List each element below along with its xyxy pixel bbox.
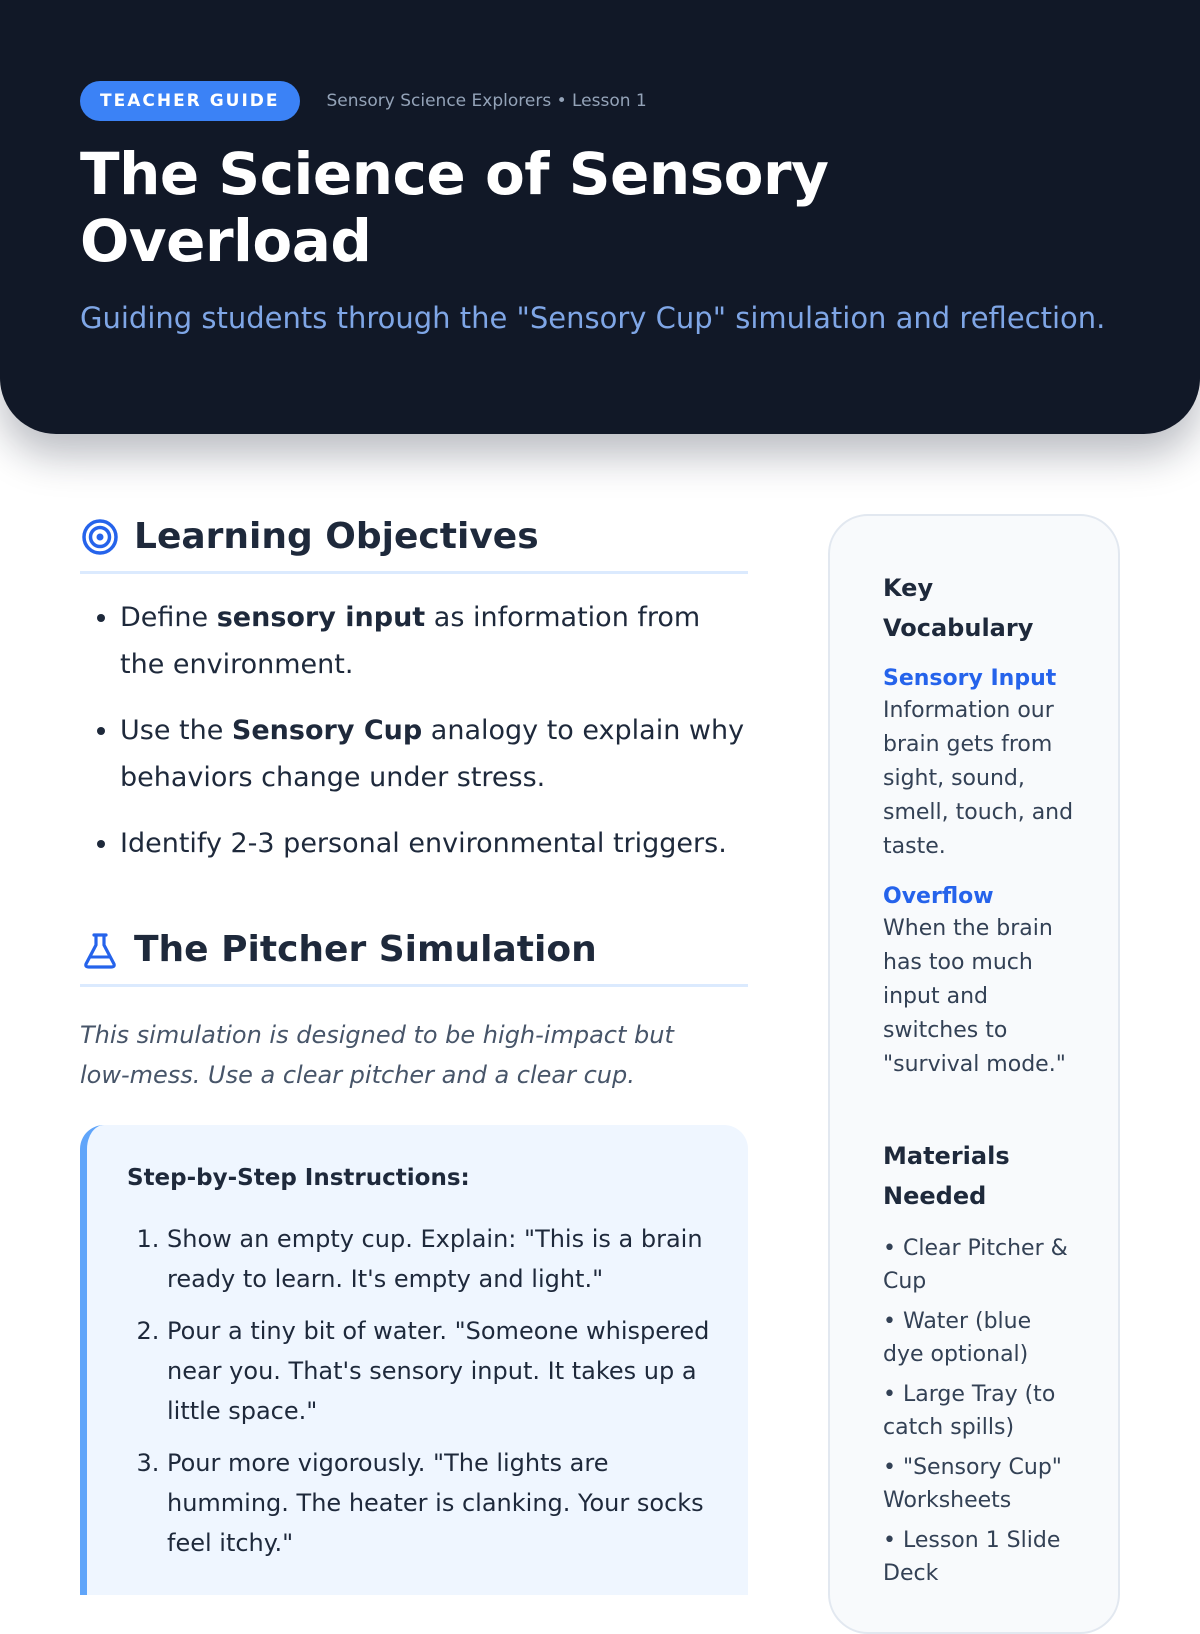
material-item: • Water (blue dye optional) bbox=[883, 1309, 1032, 1367]
simulation-intro: This simulation is designed to be high-impact but low-mess. Use a clear pitcher and a clear cup. bbox=[80, 1021, 674, 1089]
objectives-heading: Learning Objectives bbox=[134, 516, 539, 557]
instructions-list bbox=[127, 1219, 718, 1563]
series-label: Sensory Science Explorers • Lesson 1 bbox=[326, 91, 647, 111]
instruction-step: 1. Show an empty cup. Explain: "This is a brain ready to learn. It's empty and light." bbox=[167, 1219, 718, 1299]
instruction-step: 3. Pour more vigorously. "The lights are humming. The heater is clanking. Your socks feel itchy." bbox=[167, 1443, 718, 1563]
instructions-callout bbox=[80, 1125, 748, 1595]
material-item: • Clear Pitcher & Cup bbox=[883, 1236, 1068, 1294]
teacher-guide-badge: TEACHER GUIDE bbox=[80, 81, 300, 121]
simulation-heading: The Pitcher Simulation bbox=[134, 929, 597, 970]
vocab-term bbox=[883, 882, 1078, 1082]
instructions-title: Step-by-Step Instructions: bbox=[127, 1165, 470, 1191]
simulation-header bbox=[80, 919, 748, 987]
objectives-header bbox=[80, 506, 748, 574]
objectives-list bbox=[80, 594, 748, 867]
main-content bbox=[80, 506, 748, 1595]
page-title: The Science of Sensory Overload bbox=[80, 140, 829, 275]
instruction-step: 2. Pour a tiny bit of water. "Someone whispered near you. That's sensory input. It takes up a little space." bbox=[167, 1311, 718, 1431]
material-item: • Lesson 1 Slide Deck bbox=[883, 1528, 1061, 1586]
objective-item: • Use the Sensory Cup analogy to explain why behaviors change under stress. bbox=[120, 707, 748, 801]
materials-section bbox=[883, 1136, 1078, 1590]
material-item: • Large Tray (to catch spills) bbox=[883, 1382, 1056, 1440]
target-icon bbox=[80, 517, 120, 557]
objective-item: • Define sensory input as information from the environment. bbox=[120, 594, 748, 688]
vocab-term bbox=[883, 664, 1078, 864]
material-item: • "Sensory Cup" Worksheets bbox=[883, 1455, 1062, 1513]
sidebar-panel bbox=[828, 514, 1120, 1634]
vocab-term-definition: When the brain has too much input and switches to "survival mode." bbox=[883, 916, 1066, 1077]
vocab-term-name: Sensory Input bbox=[883, 666, 1057, 691]
objective-item: • Identify 2-3 personal environmental triggers. bbox=[120, 820, 748, 867]
hero-meta bbox=[80, 81, 1120, 121]
vocab-term-name: Overflow bbox=[883, 884, 994, 909]
page-subtitle: Guiding students through the "Sensory Cup" simulation and reflection. bbox=[80, 301, 1106, 335]
materials-title: Materials Needed bbox=[883, 1142, 1010, 1210]
vocabulary-title: Key Vocabulary bbox=[883, 574, 1034, 642]
materials-list bbox=[883, 1232, 1078, 1590]
hero-header bbox=[0, 0, 1200, 434]
flask-icon bbox=[80, 930, 120, 970]
vocab-term-definition: Information our brain gets from sight, sound, smell, touch, and taste. bbox=[883, 698, 1074, 859]
